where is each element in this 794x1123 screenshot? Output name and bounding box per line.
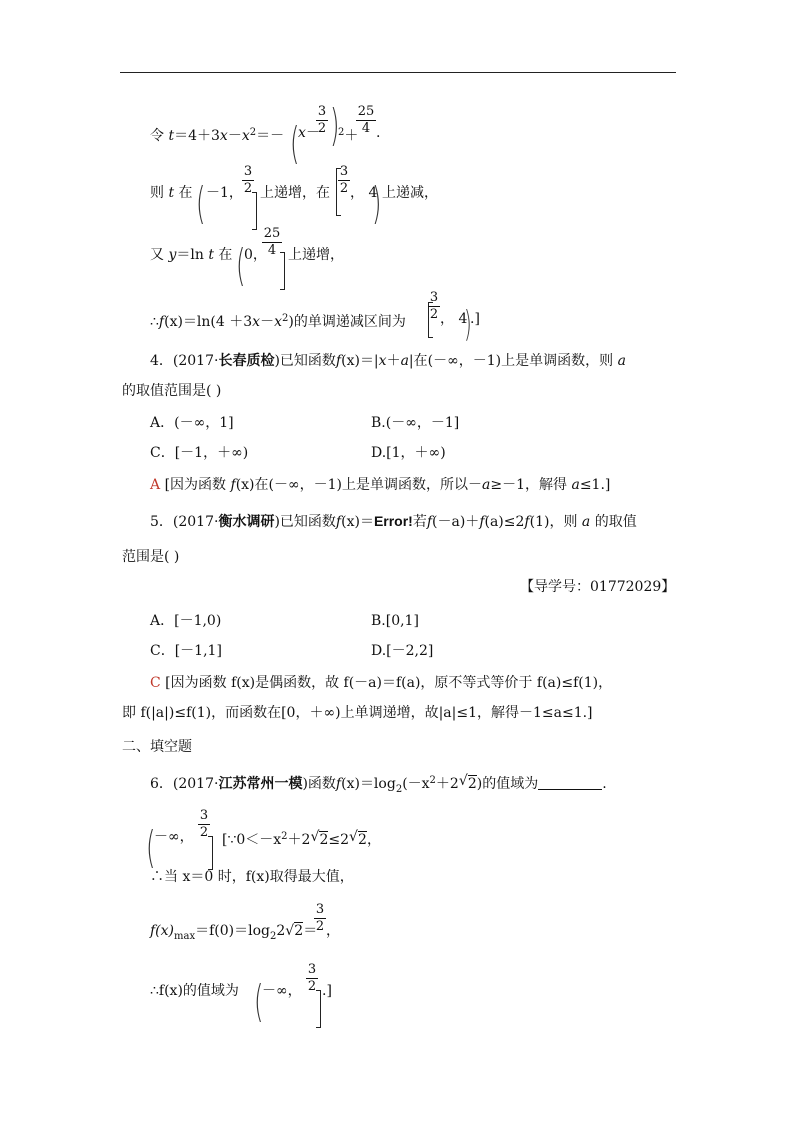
q4-stem-line-2: 的取值范围是( ) (122, 383, 222, 399)
inner-x: x (298, 125, 306, 141)
fraction-3-2: 3 2 (243, 164, 253, 196)
decrease-text: 上递减， (382, 185, 438, 201)
answer-letter: C (150, 675, 161, 691)
fraction-3-2: 3 2 (429, 290, 439, 322)
line1-tail: $^2$＋ (338, 127, 359, 144)
fraction-3-2: 3 2 (199, 808, 209, 840)
q4-option-d: D.[1，＋∞) (371, 445, 446, 461)
interval-start: 0， (244, 247, 267, 263)
q5-option-d: D.[－2,2] (371, 643, 434, 659)
q6-answer-line-3: $f(x)_{max}=f(0)=\log_22$ √ 2＝ (150, 923, 318, 942)
interval-end: ， 4 (350, 185, 378, 201)
interval-start: －1， (206, 185, 243, 201)
header-rule (120, 72, 676, 73)
q6-answer-line-4: ∴f(x)的值域为 (150, 983, 239, 999)
paren-right: ) (330, 100, 340, 151)
increase-text: 上递增，在 (260, 185, 330, 201)
paren-right: ) (372, 178, 382, 229)
line1-end: . (376, 125, 381, 141)
q4-option-a: A．(－∞，1] (150, 415, 234, 431)
q5-option-b: B.[0,1] (371, 613, 419, 629)
fraction-3-2: 3 2 (307, 962, 317, 994)
solution-line-2: 则 t 在 (150, 185, 193, 201)
paren-left: ( (236, 240, 246, 291)
q4-stem-line-1: 4．(2017·长春质检)已知函数f(x)＝|x＋a|在(－∞，－1)上是单调函数，则 a (150, 353, 626, 369)
q5-option-c: C．[－1,1] (150, 643, 222, 659)
paren-left: ( (146, 822, 156, 873)
q6-answer-line-2: ∴当 x＝0 时，f(x)取得最大值， (150, 869, 354, 885)
solution-line-3: 又 y＝ln t 在 (150, 247, 233, 263)
paren-left: ( (290, 118, 300, 169)
q5-answer-line-2: 即 f(|a|)≤f(1)，而函数在[0，＋∞)上单调递增，故|a|≤1，解得－1≤a≤1.] (122, 705, 593, 721)
q6-answer-line-1: [$\because 0<-x^2+2$ √ 2≤2 √ 2， (222, 829, 381, 848)
line4-end: .] (470, 311, 480, 327)
fraction-25-4: 25 4 (357, 104, 375, 136)
paren-left: ( (196, 178, 206, 229)
fraction-25-4: 25 4 (263, 226, 281, 258)
q6-answer-line-4-end: .] (322, 983, 332, 999)
solution-line-1: 令 $t=4+3x-x^2=-$ (150, 127, 285, 144)
bracket-right (316, 990, 321, 1028)
q5-stem-line-2: 范围是( ) (122, 549, 180, 565)
answer-interval-start: －∞， (262, 983, 302, 999)
q6-stem: 6．(2017·江苏常州一模)函数$f(x)=\log_2(-x^2+2$ √ 2)的值域为 . (150, 773, 607, 795)
bracket-right (208, 836, 213, 870)
fraction-3-2: 3 2 (339, 164, 349, 196)
answer-blank (538, 777, 602, 790)
q4-option-c: C．[－1，＋∞) (150, 445, 249, 461)
q6-answer-line-3-end: ， (326, 923, 340, 939)
paren-left: ( (254, 976, 264, 1027)
solution-line-4: ∴f(x)＝ln(4 $+3x-x^2$)的单调递减区间为 (150, 313, 406, 330)
bracket-right (280, 252, 285, 290)
inner-minus: － (306, 125, 320, 141)
q4-option-b: B.(－∞，－1] (371, 415, 460, 431)
interval-end: ， 4 (440, 311, 468, 327)
q5-stem-line-1: 5．(2017·衡水调研)已知函数f(x)＝Error!若f(－a)＋f(a)≤2f(1)，则 a 的取值 (150, 513, 637, 530)
answer-letter: A (150, 477, 161, 493)
q5-reference-number: 【导学号：01772029】 (520, 579, 676, 595)
paren-right: ) (464, 304, 472, 345)
q5-answer-line-1: C [因为函数 f(x)是偶函数，故 f(－a)＝f(a)，原不等式等价于 f(a)≤f(1)， (150, 675, 613, 691)
section-heading: 二、填空题 (122, 739, 192, 755)
fraction-3-2: 3 2 (315, 902, 325, 934)
answer-interval-start: －∞， (154, 829, 194, 845)
bracket-right (252, 192, 257, 230)
q4-answer: A [因为函数 f(x)在(－∞，－1)上是单调函数，所以－a≥－1，解得 a≤1.] (150, 477, 611, 493)
q5-option-a: A．[－1,0) (150, 613, 222, 629)
fraction-3-2: 3 2 (317, 104, 327, 136)
increase-text: 上递增， (288, 247, 344, 263)
